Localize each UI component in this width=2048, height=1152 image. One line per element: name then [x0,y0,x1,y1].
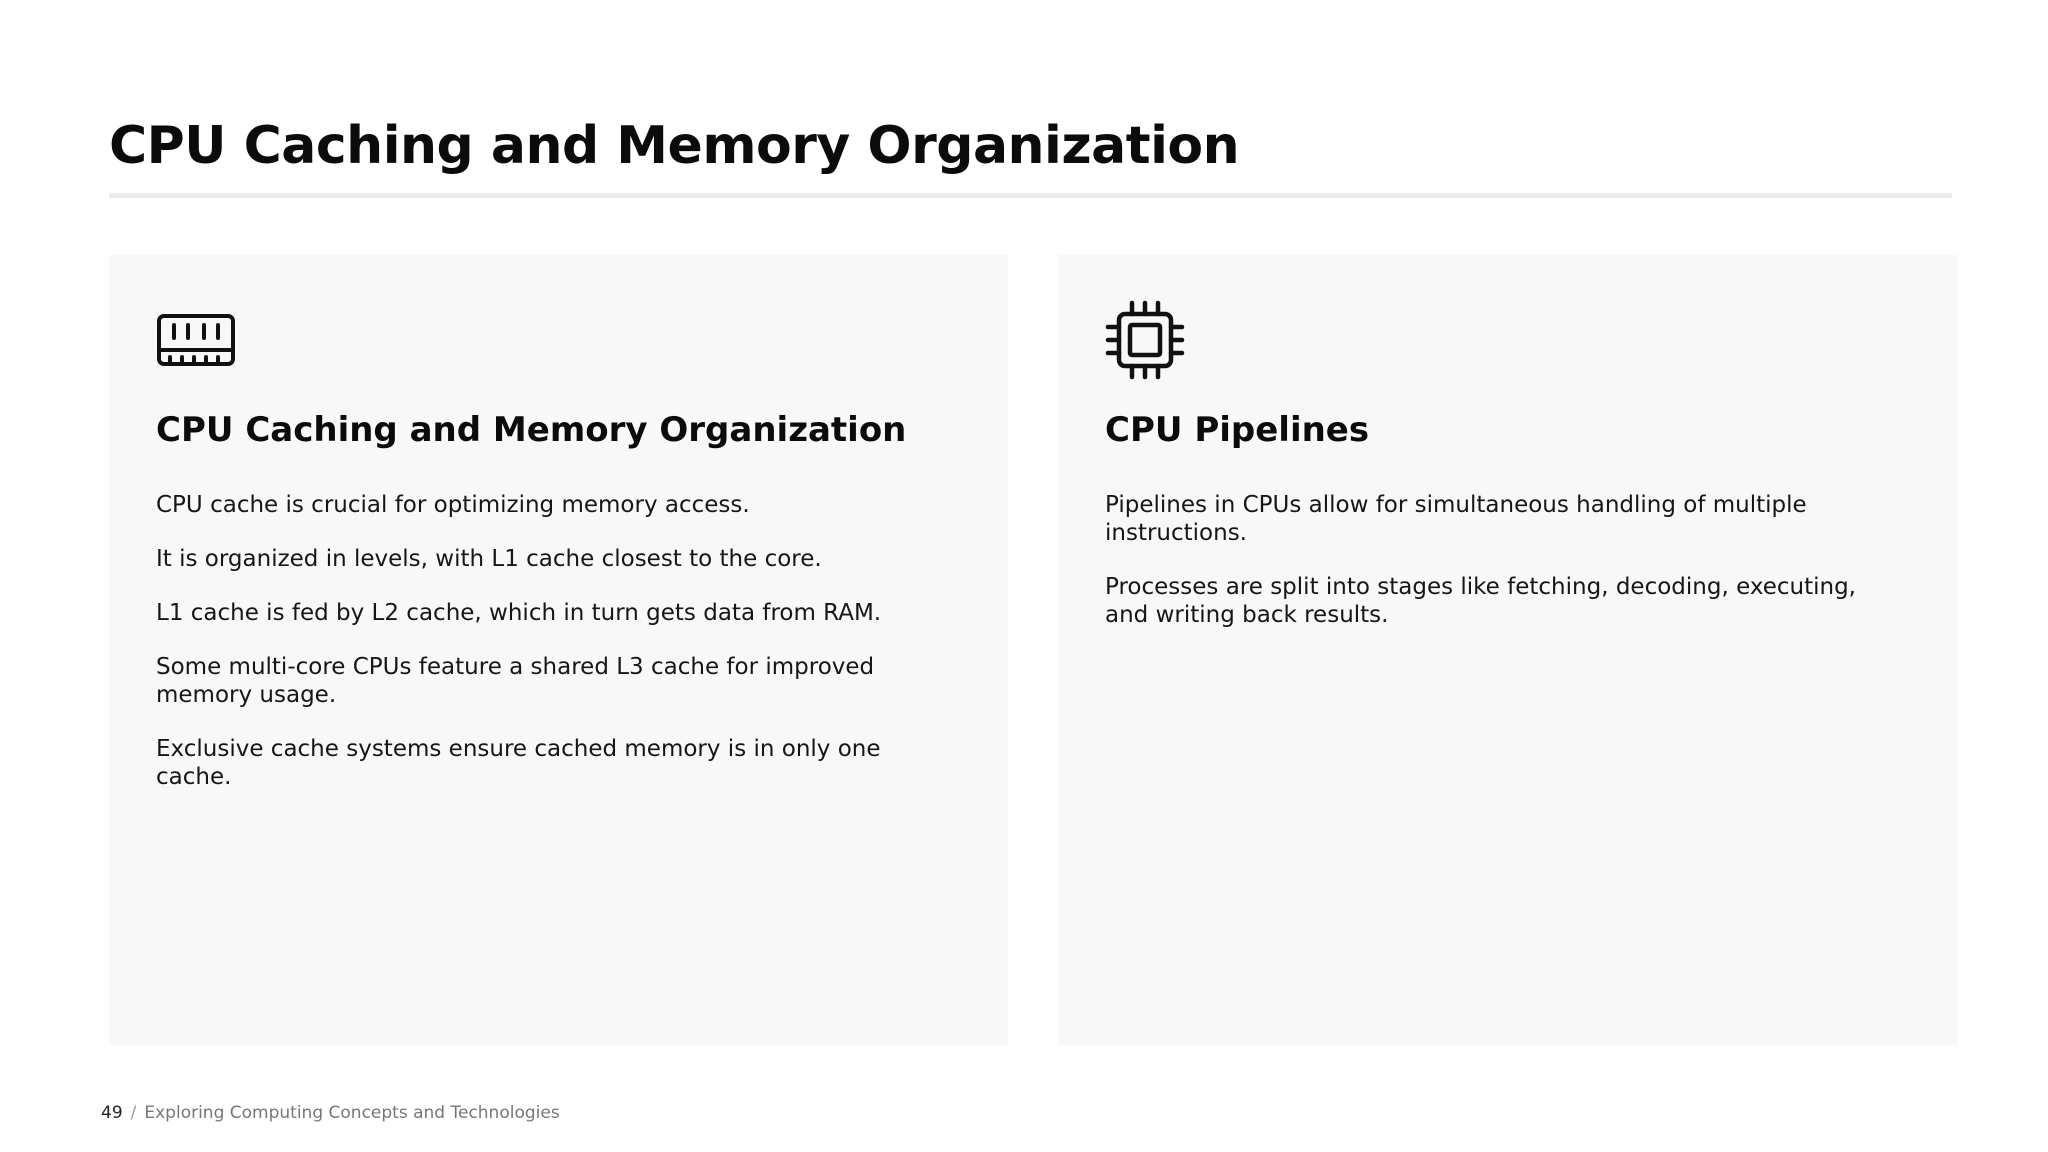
list-item: CPU cache is crucial for optimizing memory access. [156,492,750,518]
slide-title: CPU Caching and Memory Organization [109,116,1240,176]
list-item: Exclusive cache systems ensure cached memory is in only one cache. [156,736,881,790]
list-item: Some multi-core CPUs feature a shared L3 cache for improved memory usage. [156,654,875,708]
list-item: Pipelines in CPUs allow for simultaneous handling of multiple instructions. [1105,492,1807,546]
list-item: L1 cache is fed by L2 cache, which in turn gets data from RAM. [156,600,882,626]
list-item: Processes are split into stages like fetching, decoding, executing, and writing back results. [1105,574,1856,628]
card-cpu-pipelines [1058,255,1957,1045]
list-item: It is organized in levels, with L1 cache closest to the core. [156,546,822,572]
memory-module-icon [156,300,236,380]
page-number: 49 [101,1103,123,1123]
slide-footer [101,1102,560,1124]
footer-separator: / [130,1103,137,1123]
title-divider [109,193,1952,198]
card-bullet-list [1105,491,1905,655]
cpu-chip-icon [1105,300,1185,380]
deck-title: Exploring Computing Concepts and Technologies [144,1103,560,1123]
card-cpu-caching [109,255,1008,1045]
card-title: CPU Caching and Memory Organization [156,410,907,450]
card-bullet-list [156,491,956,817]
card-title: CPU Pipelines [1105,410,1370,450]
